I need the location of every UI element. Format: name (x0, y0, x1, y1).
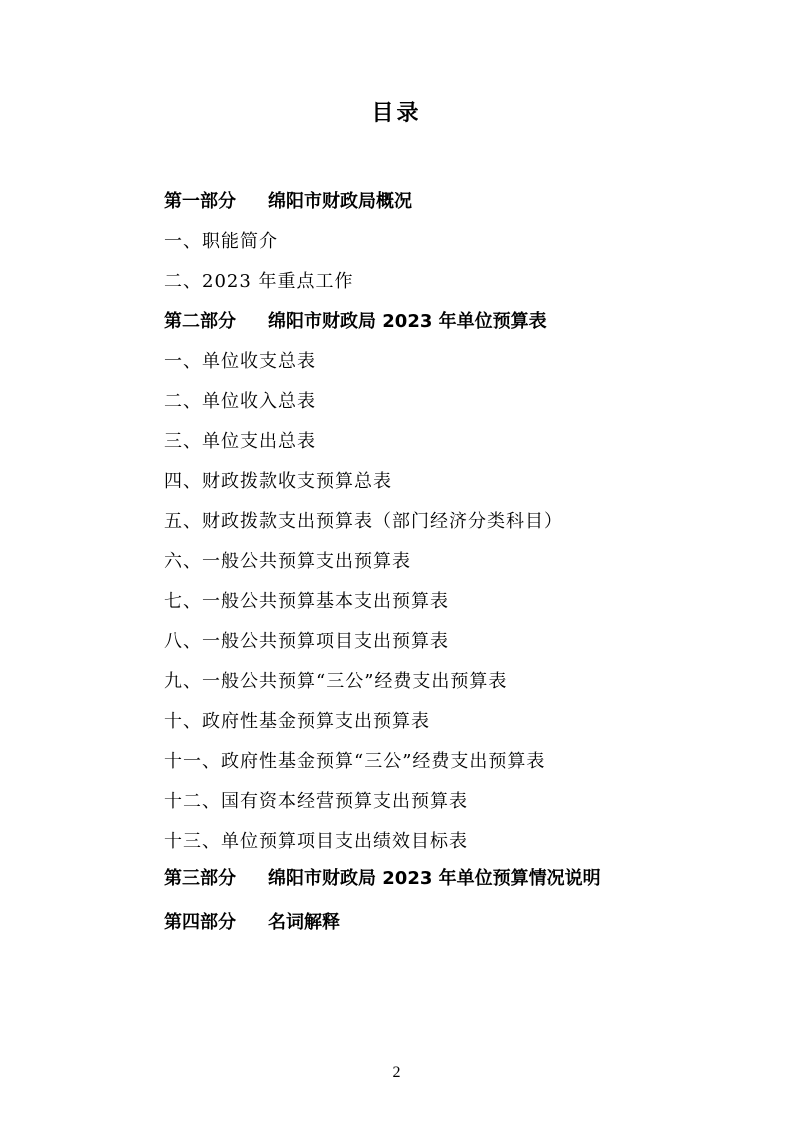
toc-item-1-1[interactable]: 一、职能简介 (164, 231, 278, 252)
toc-part-1[interactable] (164, 193, 412, 211)
part-name: 绵阳市财政局 2023 年单位预算表 (268, 311, 547, 332)
page-number: 2 (392, 1064, 401, 1081)
toc-item-2-9[interactable]: 九、一般公共预算“三公”经费支出预算表 (164, 671, 508, 692)
toc-item-2-13[interactable]: 十三、单位预算项目支出绩效目标表 (164, 831, 468, 852)
toc-item-2-11[interactable]: 十一、政府性基金预算“三公”经费支出预算表 (164, 751, 546, 772)
toc-item-2-12[interactable]: 十二、国有资本经营预算支出预算表 (164, 791, 468, 812)
part-label: 第三部分 (164, 868, 236, 889)
toc-part-4[interactable] (164, 914, 340, 932)
toc-item-2-8[interactable]: 八、一般公共预算项目支出预算表 (164, 631, 449, 652)
toc-item-2-4[interactable]: 四、财政拨款收支预算总表 (164, 471, 392, 492)
toc-item-2-3[interactable]: 三、单位支出总表 (164, 431, 316, 452)
page-title: 目录 (371, 101, 422, 126)
toc-item-2-6[interactable]: 六、一般公共预算支出预算表 (164, 551, 411, 572)
toc-item-2-1[interactable]: 一、单位收支总表 (164, 351, 316, 372)
part-name: 名词解释 (268, 912, 340, 933)
toc-part-2[interactable] (164, 313, 547, 331)
toc-item-2-10[interactable]: 十、政府性基金预算支出预算表 (164, 711, 430, 732)
part-name: 绵阳市财政局概况 (268, 191, 412, 212)
part-label: 第一部分 (164, 191, 236, 212)
toc-part-3[interactable] (164, 870, 601, 888)
part-label: 第四部分 (164, 912, 236, 933)
part-name: 绵阳市财政局 2023 年单位预算情况说明 (268, 868, 601, 889)
toc-item-2-7[interactable]: 七、一般公共预算基本支出预算表 (164, 591, 449, 612)
toc-item-2-2[interactable]: 二、单位收入总表 (164, 391, 316, 412)
toc-item-1-2[interactable]: 二、2023 年重点工作 (164, 271, 354, 292)
toc-item-2-5[interactable]: 五、财政拨款支出预算表（部门经济分类科目） (164, 511, 563, 532)
part-label: 第二部分 (164, 311, 236, 332)
